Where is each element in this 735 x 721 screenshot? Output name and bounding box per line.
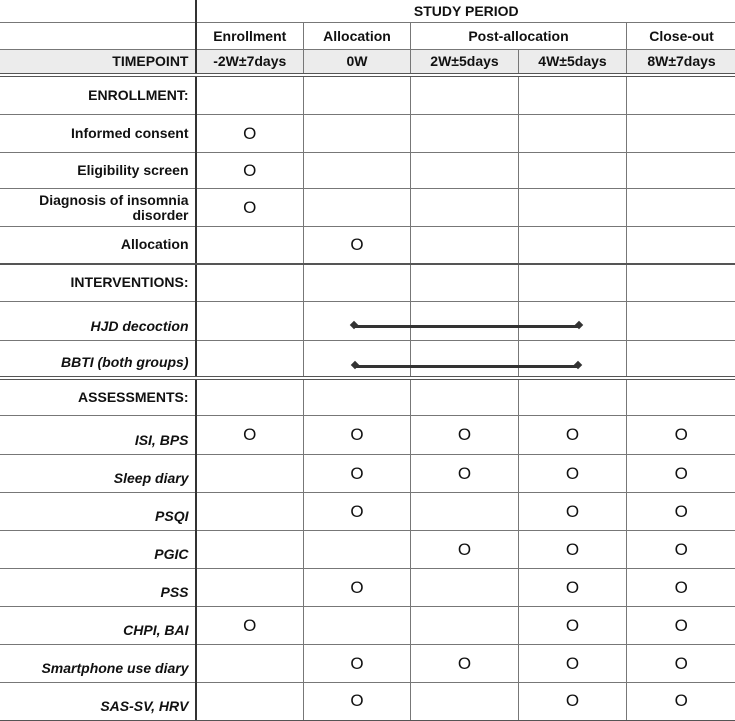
empty-cell	[196, 227, 304, 264]
empty-cell	[304, 189, 411, 227]
phase-enrollment: Enrollment	[196, 23, 304, 50]
assessment-mark: O	[196, 189, 304, 227]
blank-cell	[0, 23, 196, 50]
assessment-mark: O	[627, 683, 735, 721]
assessment-mark: O	[304, 493, 411, 531]
assessment-mark: O	[519, 645, 627, 683]
assessment-mark: O	[304, 683, 411, 721]
empty-cell	[411, 683, 519, 721]
assessment-mark: O	[196, 153, 304, 189]
empty-cell	[411, 115, 519, 153]
empty-cell	[411, 302, 519, 341]
row-label: Allocation	[0, 227, 196, 264]
row-label: HJD decoction	[0, 302, 196, 341]
empty-cell	[196, 683, 304, 721]
empty-cell	[304, 302, 411, 341]
timepoint: 8W±7days	[627, 50, 735, 75]
timepoint: -2W±7days	[196, 50, 304, 75]
empty-cell	[196, 264, 304, 302]
empty-cell	[411, 493, 519, 531]
empty-cell	[627, 227, 735, 264]
corner-cell	[0, 0, 196, 23]
empty-cell	[196, 493, 304, 531]
empty-cell	[627, 75, 735, 115]
table-row	[0, 645, 735, 683]
table-row	[0, 153, 735, 189]
empty-cell	[196, 378, 304, 416]
row-label: Diagnosis of insomnia disorder	[0, 189, 196, 227]
empty-cell	[411, 264, 519, 302]
section-title: ENROLLMENT:	[0, 75, 196, 115]
assessment-mark: O	[411, 531, 519, 569]
row-label: Smartphone use diary	[0, 645, 196, 683]
empty-cell	[196, 531, 304, 569]
empty-cell	[304, 607, 411, 645]
empty-cell	[411, 153, 519, 189]
timepoint: 2W±5days	[411, 50, 519, 75]
assessment-mark: O	[627, 645, 735, 683]
empty-cell	[519, 115, 627, 153]
empty-cell	[627, 302, 735, 341]
assessment-mark: O	[627, 416, 735, 455]
empty-cell	[304, 531, 411, 569]
row-label: PGIC	[0, 531, 196, 569]
timepoint: 4W±5days	[519, 50, 627, 75]
assessment-mark: O	[519, 416, 627, 455]
empty-cell	[196, 569, 304, 607]
table-row	[0, 607, 735, 645]
assessment-mark: O	[627, 455, 735, 493]
empty-cell	[411, 189, 519, 227]
assessment-mark: O	[627, 493, 735, 531]
assessment-mark: O	[304, 416, 411, 455]
empty-cell	[519, 227, 627, 264]
empty-cell	[519, 189, 627, 227]
table-row	[0, 115, 735, 153]
row-label: CHPI, BAI	[0, 607, 196, 645]
section-header-row	[0, 264, 735, 302]
assessment-mark: O	[519, 531, 627, 569]
assessment-mark: O	[627, 607, 735, 645]
row-label: SAS-SV, HRV	[0, 683, 196, 721]
table-row	[0, 683, 735, 721]
empty-cell	[411, 341, 519, 378]
phase-allocation: Allocation	[304, 23, 411, 50]
empty-cell	[304, 75, 411, 115]
assessment-mark: O	[627, 531, 735, 569]
row-label: PSQI	[0, 493, 196, 531]
empty-cell	[627, 189, 735, 227]
empty-cell	[411, 607, 519, 645]
table-row	[0, 455, 735, 493]
table-row	[0, 531, 735, 569]
empty-cell	[519, 153, 627, 189]
assessment-mark: O	[196, 416, 304, 455]
empty-cell	[304, 115, 411, 153]
assessment-mark: O	[411, 455, 519, 493]
table-row	[0, 189, 735, 227]
empty-cell	[519, 302, 627, 341]
empty-cell	[519, 264, 627, 302]
empty-cell	[519, 341, 627, 378]
row-label: PSS	[0, 569, 196, 607]
table-row	[0, 302, 735, 341]
section-title: ASSESSMENTS:	[0, 378, 196, 416]
assessment-mark: O	[519, 569, 627, 607]
table-row	[0, 341, 735, 378]
empty-cell	[196, 75, 304, 115]
phase-post-allocation: Post-allocation	[411, 23, 627, 50]
empty-cell	[519, 75, 627, 115]
empty-cell	[304, 378, 411, 416]
table-row	[0, 493, 735, 531]
row-label: ISI, BPS	[0, 416, 196, 455]
row-label: Informed consent	[0, 115, 196, 153]
assessment-mark: O	[304, 455, 411, 493]
row-label: Sleep diary	[0, 455, 196, 493]
empty-cell	[411, 227, 519, 264]
timepoint-label: TIMEPOINT	[0, 50, 196, 75]
assessment-mark: O	[304, 645, 411, 683]
assessment-mark: O	[519, 493, 627, 531]
section-title: INTERVENTIONS:	[0, 264, 196, 302]
empty-cell	[196, 455, 304, 493]
table-row	[0, 569, 735, 607]
empty-cell	[304, 264, 411, 302]
assessment-mark: O	[411, 645, 519, 683]
assessment-mark: O	[196, 607, 304, 645]
assessment-mark: O	[519, 683, 627, 721]
row-label: BBTI (both groups)	[0, 341, 196, 378]
assessment-mark: O	[627, 569, 735, 607]
assessment-mark: O	[519, 607, 627, 645]
section-header-row	[0, 75, 735, 115]
assessment-mark: O	[519, 455, 627, 493]
study-period-header: STUDY PERIOD	[196, 0, 735, 23]
empty-cell	[627, 264, 735, 302]
empty-cell	[411, 378, 519, 416]
empty-cell	[519, 378, 627, 416]
row-label: Eligibility screen	[0, 153, 196, 189]
empty-cell	[411, 75, 519, 115]
assessment-mark: O	[411, 416, 519, 455]
empty-cell	[196, 302, 304, 341]
assessment-mark: O	[304, 569, 411, 607]
empty-cell	[627, 378, 735, 416]
assessment-mark: O	[196, 115, 304, 153]
table-row	[0, 416, 735, 455]
bbti-duration-line	[355, 365, 578, 368]
empty-cell	[304, 153, 411, 189]
timepoint: 0W	[304, 50, 411, 75]
hjd-duration-line	[354, 325, 579, 328]
section-header-row	[0, 378, 735, 416]
empty-cell	[627, 115, 735, 153]
table-row	[0, 227, 735, 264]
empty-cell	[627, 341, 735, 378]
phase-close-out: Close-out	[627, 23, 735, 50]
empty-cell	[411, 569, 519, 607]
empty-cell	[627, 153, 735, 189]
empty-cell	[196, 645, 304, 683]
empty-cell	[304, 341, 411, 378]
empty-cell	[196, 341, 304, 378]
assessment-mark: O	[304, 227, 411, 264]
